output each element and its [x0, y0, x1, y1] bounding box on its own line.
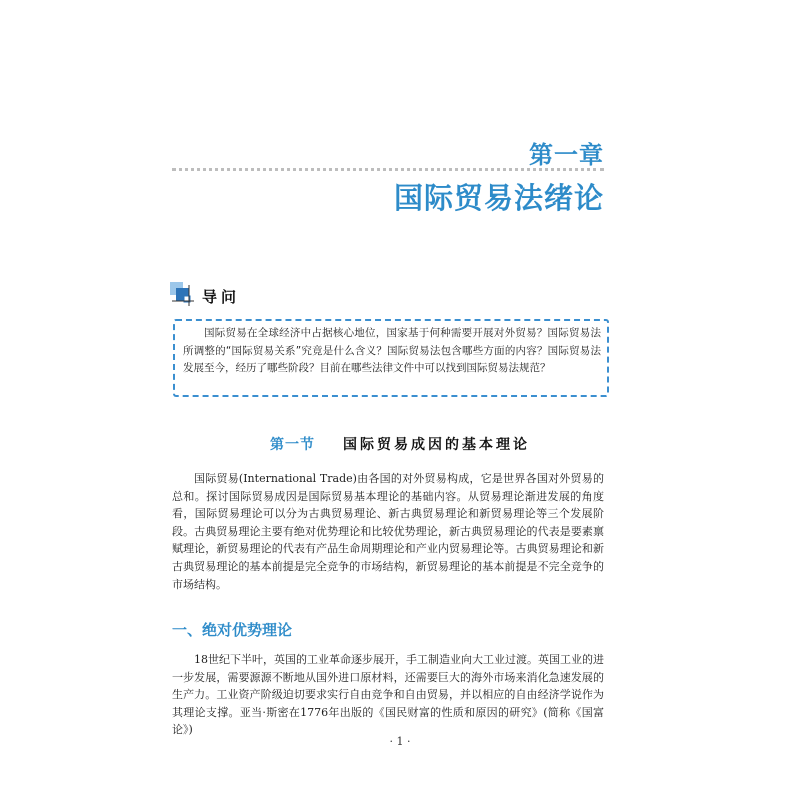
section-number: 第一节: [270, 437, 315, 453]
chapter-label: 第一章: [529, 141, 604, 169]
guide-title: 导问: [202, 288, 241, 306]
guide-text: 国际贸易在全球经济中占据核心地位，国家基于何种需要开展对外贸易？国际贸易法所调整的“国际贸易关系”究竟是什么含义？国际贸易法包含哪些方面的内容？国际贸易法发展至今，经历了哪些阶段？目前在哪些法律文件中可以找到国际贸易法规范？: [183, 327, 601, 374]
guide-question-box: [173, 319, 609, 397]
chapter-divider: [172, 168, 604, 171]
chapter-title: 国际贸易法绪论: [393, 181, 604, 215]
subsection-title: 一、绝对优势理论: [172, 621, 293, 639]
page-number: · 1 ·: [389, 735, 411, 748]
section-title: 国际贸易成因的基本理论: [343, 437, 530, 453]
stacked-squares-icon: [170, 282, 194, 306]
intro-paragraph: 国际贸易(International Trade)由各国的对外贸易构成，它是世界各国对外贸易的总和。探讨国际贸易成因是国际贸易基本理论的基础内容。从贸易理论渐进发展的角度看，国际贸易理论可以分为古典贸易理论、新古典贸易理论和新贸易理论等三个发展阶段。古典贸易理论主要有绝对优势理论和比较优势理论，新古典贸易理论的代表是要素禀赋理论，新贸易理论的代表有产品生命周期理论和产业内贸易理论等。古典贸易理论和新古典贸易理论的基本前提是完全竞争的市场结构，新贸易理论的基本前提是不完全竞争的市场结构。: [172, 472, 604, 591]
absolute-advantage-paragraph: 18世纪下半叶，英国的工业革命逐步展开，手工制造业向大工业过渡。英国工业的进一步发展，需要源源不断地从国外进口原材料，还需要巨大的海外市场来消化急速发展的生产力。工业资产阶级迫切要求实行自由竞争和自由贸易，并以相应的自由经济学说作为其理论支撑。亚当·斯密在1776年出版的《国民财富的性质和原因的研究》(简称《国富论》): [172, 653, 604, 737]
section-heading: [0, 434, 800, 454]
